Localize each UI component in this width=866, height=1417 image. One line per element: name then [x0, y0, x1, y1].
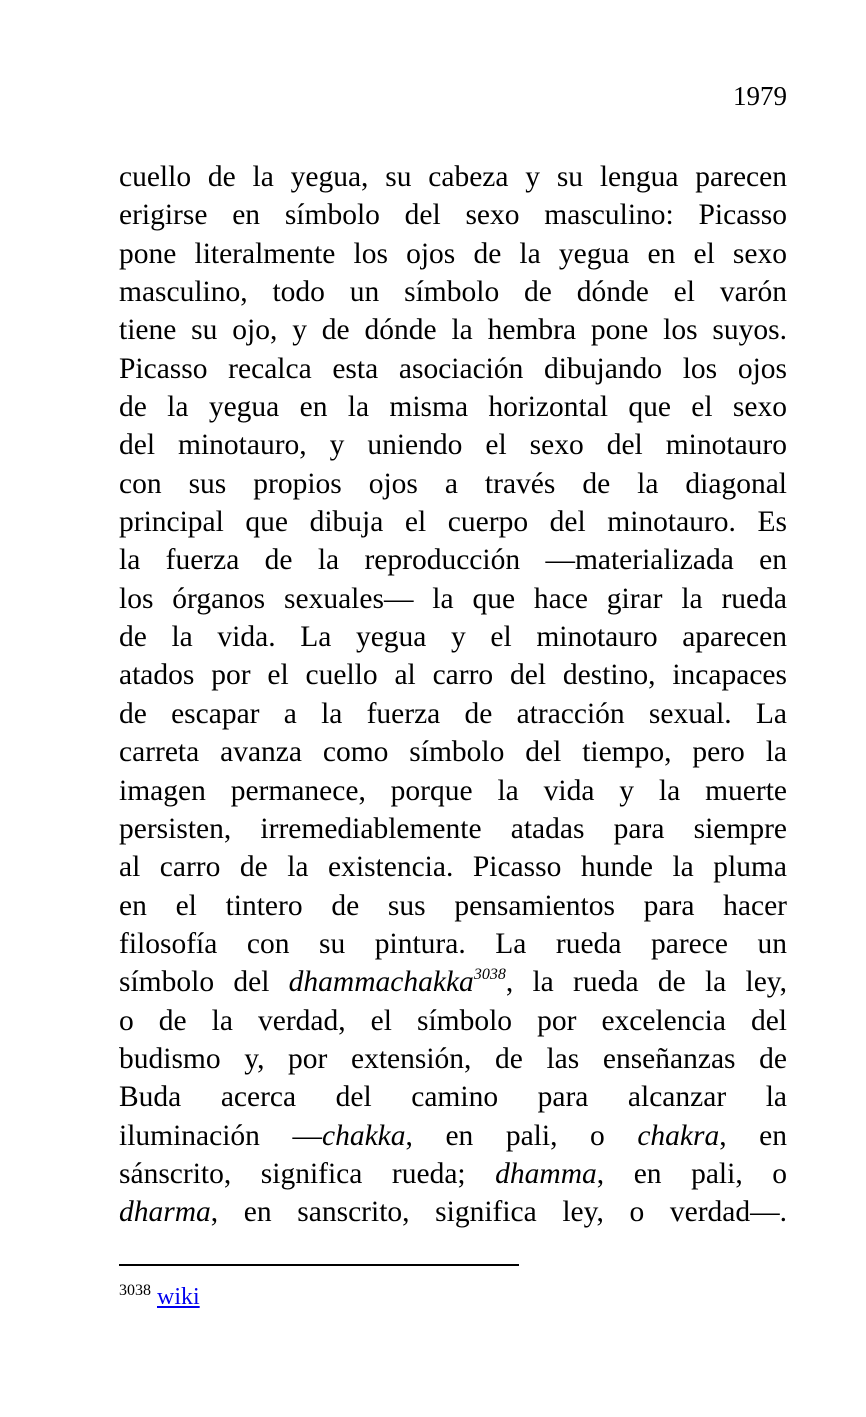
text-line: principal que dibuja el cuerpo del minotauro. Es — [119, 506, 787, 539]
text-line — [119, 1193, 787, 1231]
footnote-divider — [119, 1264, 519, 1266]
text-line: Picasso recalca esta asociación dibujando los ojos — [119, 352, 787, 385]
text-line — [119, 1117, 787, 1155]
text-line: carreta avanza como símbolo del tiempo, pero la — [119, 736, 787, 769]
text-segment: símbolo del — [119, 966, 289, 999]
footnote-number: 3038 — [119, 1282, 151, 1299]
text-line: tiene su ojo, y de dónde la hembra pone los suyos. — [119, 314, 787, 347]
text-line: pone literalmente los ojos de la yegua en el sexo — [119, 237, 787, 270]
italic-term: dhamma — [495, 1157, 597, 1190]
text-line: en el tintero de sus pensamientos para hacer — [119, 889, 787, 922]
text-segment: , en — [719, 1119, 788, 1152]
body-text — [119, 158, 787, 1232]
text-line: filosofía con su pintura. La rueda parece un — [119, 927, 787, 960]
text-line: de la vida. La yegua y el minotauro aparecen — [119, 621, 787, 654]
text-line: del minotauro, y uniendo el sexo del minotauro — [119, 429, 787, 462]
text-line — [119, 963, 787, 1001]
text-line — [119, 1155, 787, 1193]
text-line: masculino, todo un símbolo de dónde el varón — [119, 276, 787, 309]
footnote-link[interactable]: wiki — [157, 1284, 200, 1310]
italic-term: chakka — [321, 1119, 406, 1152]
text-line: los órganos sexuales— la que hace girar la rueda — [119, 582, 787, 615]
footnote-reference: 3038 — [473, 966, 506, 984]
text-line: atados por el cuello al carro del destino, incapaces — [119, 659, 787, 692]
text-line: budismo y, por extensión, de las enseñanzas de — [119, 1042, 787, 1075]
italic-term: dharma — [119, 1196, 211, 1229]
text-segment: , en pali, o — [596, 1157, 787, 1190]
page-number: 1979 — [733, 81, 787, 111]
text-segment: , en sanscrito, significa ley, o verdad—. — [210, 1196, 787, 1229]
text-segment: , la rueda de la ley, — [505, 966, 788, 999]
text-line: imagen permanece, porque la vida y la muerte — [119, 774, 787, 807]
text-line: de escapar a la fuerza de atracción sexual. La — [119, 697, 787, 730]
footnote — [119, 1282, 200, 1312]
text-line: persisten, irremediablemente atadas para siempre — [119, 812, 787, 845]
text-line: al carro de la existencia. Picasso hunde la pluma — [119, 851, 787, 884]
italic-term: chakra — [637, 1119, 720, 1152]
text-line: o de la verdad, el símbolo por excelencia del — [119, 1004, 787, 1037]
text-line: con sus propios ojos a través de la diagonal — [119, 467, 787, 500]
text-line: cuello de la yegua, su cabeza y su lengua parecen — [119, 161, 787, 193]
text-line: Buda acerca del camino para alcanzar la — [119, 1081, 787, 1114]
text-line: de la yegua en la misma horizontal que el sexo — [119, 391, 787, 424]
text-line: erigirse en símbolo del sexo masculino: Picasso — [119, 199, 787, 232]
italic-term: dhammachakka — [288, 966, 474, 999]
text-segment: sánscrito, significa rueda; — [119, 1157, 496, 1190]
text-line: la fuerza de la reproducción —materializada en — [119, 544, 787, 577]
text-segment: , en pali, o — [405, 1119, 638, 1152]
text-segment: iluminación — — [119, 1119, 322, 1152]
